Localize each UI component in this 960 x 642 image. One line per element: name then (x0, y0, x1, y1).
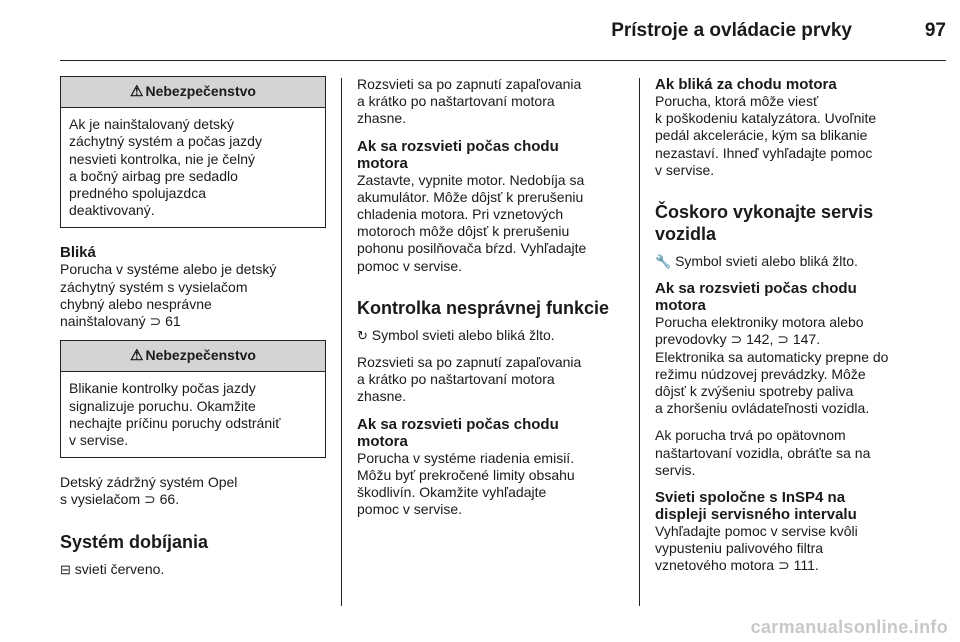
text-line: nechajte príčinu poruchy odstrániť (69, 414, 281, 431)
danger-box-header (61, 77, 325, 108)
text-line: pohonu posilňovača bŕzd. Vyhľadajte (357, 240, 587, 257)
battery-icon: ⊟ (60, 561, 71, 577)
text-line: Blikanie kontrolky počas jazdy (69, 380, 256, 397)
engine-malfunction-icon: ↻ (357, 327, 368, 343)
wrench-icon: 🔧 (655, 254, 672, 270)
text-line: nesvieti kontrolka, nie je čelný (69, 150, 255, 167)
column-left (60, 76, 326, 578)
danger-box-body (61, 372, 325, 457)
text-line: režimu núdzovej prevádzky. Môže (655, 365, 866, 382)
text-line: Rozsvieti sa po zapnutí zapaľovania (357, 354, 582, 371)
page-number: 97 (924, 20, 946, 41)
text-line: predného spolujazdca (69, 185, 206, 202)
text-line: vznetového motora ⊃ 111. (655, 557, 819, 574)
text-line: pedál akcelerácie, kým sa blikanie (655, 127, 868, 144)
danger-box-title: Nebezpečenstvo (145, 83, 256, 99)
text-line: v servise. (69, 432, 129, 449)
text-line: naštartovaní vozidla, obráťte sa na (655, 444, 871, 461)
text-line: a krátko po naštartovaní motora (357, 93, 555, 110)
text-line: záchytný systém a počas jazdy (69, 133, 262, 150)
section-heading-charging: Systém dobíjania (60, 531, 209, 552)
text-line: akumulátor. Môže dôjsť k prerušeniu (357, 188, 584, 205)
text-line: prevodovky ⊃ 142, ⊃ 147. (655, 331, 821, 348)
danger-box-header (61, 341, 325, 372)
service-text: Symbol svieti alebo bliká žlto. (675, 253, 858, 270)
charging-text: svieti červeno. (74, 560, 165, 577)
column-middle (357, 76, 627, 518)
text-line: Porucha elektroniky motora alebo (655, 314, 864, 331)
text-line: Porucha, ktorá môže viesť (655, 93, 819, 109)
subheading-blika: Bliká (60, 244, 96, 262)
text-line: Zastavte, vypnite motor. Nedobíja sa (357, 171, 585, 188)
watermark: carmanualsonline.info (750, 617, 948, 637)
text-line: motoroch môže dôjsť k prerušeniu (357, 223, 570, 240)
text-line: Môžu byť prekročené limity obsahu (357, 466, 575, 483)
header-divider (60, 60, 946, 61)
text-line: Porucha v systéme alebo je detský (60, 261, 277, 278)
subheading: Ak sa rozsvieti počas chodu (357, 137, 559, 155)
column-divider-1 (341, 78, 342, 606)
text-line: dôjsť k zvýšeniu spotreby paliva (655, 383, 854, 400)
text-line: a krátko po naštartovaní motora (357, 371, 555, 388)
text-line: v servise. (655, 161, 715, 178)
text-line: záchytný systém s vysielačom (60, 278, 248, 295)
text-line: chybný alebo nesprávne (60, 295, 212, 312)
section-heading-service: Čoskoro vykonajte servis (655, 202, 874, 223)
text-line: zhasne. (357, 388, 407, 405)
text-line: Vyhľadajte pomoc v servise kvôli (655, 523, 858, 540)
text-line: k poškodeniu katalyzátora. Uvoľnite (655, 110, 877, 127)
text-line: servis. (655, 461, 696, 478)
text-line: Detský zádržný systém Opel (60, 474, 238, 491)
subheading: motora (357, 154, 408, 172)
text-line: Ak je nainštalovaný detský (69, 116, 234, 133)
subheading: displeji servisného intervalu (655, 506, 857, 524)
subheading: motora (655, 297, 706, 315)
subheading: motora (357, 432, 408, 450)
danger-box-title: Nebezpečenstvo (145, 347, 256, 364)
text-line: s vysielačom ⊃ 66. (60, 491, 180, 508)
text-line: Elektronika sa automaticky prepne do (655, 348, 889, 365)
text-line: a bočný airbag pre sedadlo (69, 167, 238, 184)
warning-triangle-icon: ⚠ (130, 347, 144, 365)
section-heading-service: vozidla (655, 224, 717, 245)
column-divider-2 (639, 78, 640, 606)
text-line: Porucha v systéme riadenia emisií. (357, 449, 575, 466)
text-line: vypusteniu palivového filtra (655, 540, 824, 557)
text-line: pomoc v servise. (357, 501, 463, 518)
text-line: škodlivín. Okamžite vyhľadajte (357, 484, 547, 501)
malfunction-text: Symbol svieti alebo bliká žlto. (371, 326, 555, 343)
text-line: chladenia motora. Pri vznetových (357, 206, 564, 223)
text-line: Ak porucha trvá po opätovnom (655, 427, 846, 444)
text-line: nainštalovaný ⊃ 61 (60, 313, 181, 330)
danger-box-body (61, 108, 325, 227)
subheading: Ak bliká za chodu motora (655, 76, 837, 93)
column-right (655, 76, 951, 575)
text-line: signalizuje poruchu. Okamžite (69, 397, 256, 414)
warning-triangle-icon: ⚠ (130, 83, 144, 100)
page-header-title: Prístroje a ovládacie prvky (611, 20, 852, 41)
subheading: Ak sa rozsvieti počas chodu (655, 280, 857, 298)
danger-box-flashing (60, 340, 326, 458)
subheading: Svieti spoločne s InSP4 na (655, 489, 846, 507)
subheading: Ak sa rozsvieti počas chodu (357, 415, 559, 433)
text-line: deaktivovaný. (69, 202, 155, 219)
text-line: pomoc v servise. (357, 257, 463, 274)
text-line: Rozsvieti sa po zapnutí zapaľovania (357, 76, 582, 92)
text-line: zhasne. (357, 110, 407, 127)
danger-box-airbag (60, 76, 326, 228)
section-heading-malfunction: Kontrolka nesprávnej funkcie (357, 297, 610, 318)
text-line: nezastaví. Ihneď vyhľadajte pomoc (655, 144, 873, 161)
text-line: a zhoršeniu ovládateľnosti vozidla. (655, 400, 870, 417)
